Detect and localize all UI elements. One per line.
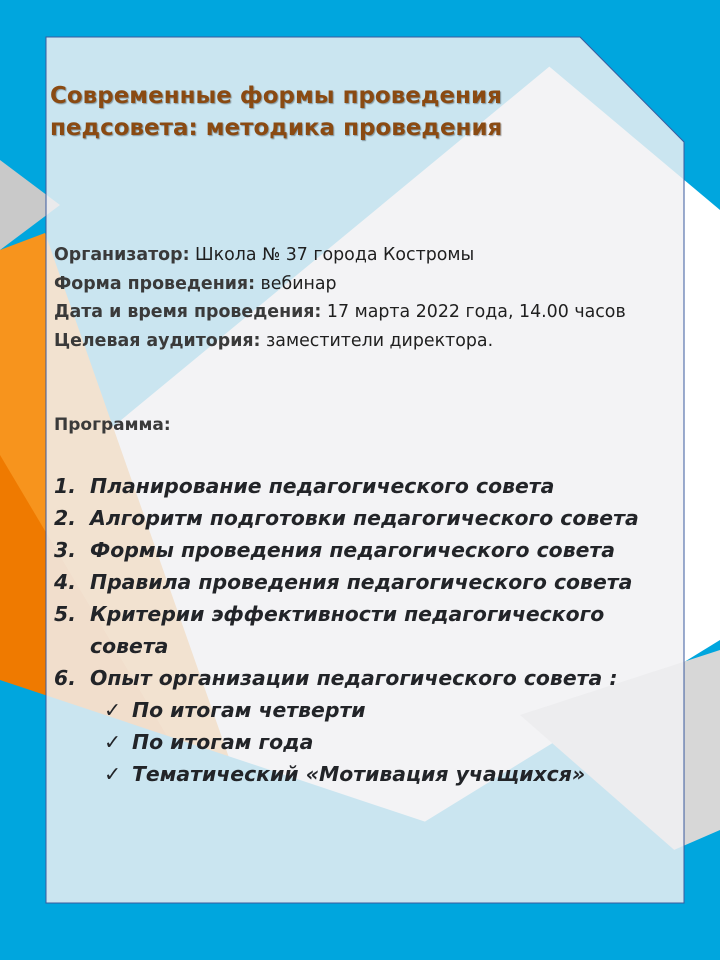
item-text: Критерии эффективности педагогического совета (90, 602, 605, 658)
sub-item (54, 726, 674, 758)
item-text: Опыт организации педагогического совета : (90, 666, 618, 690)
info-organizer (54, 241, 674, 270)
page-title (50, 80, 610, 144)
info-datetime (54, 298, 674, 327)
item-number: 6. (54, 666, 76, 690)
title-line-1: Современные формы проведения (50, 83, 502, 109)
program-heading: Программа: (54, 415, 171, 435)
check-icon: ✓ (104, 762, 122, 786)
check-icon: ✓ (104, 698, 122, 722)
info-value: Школа № 37 города Костромы (189, 245, 475, 265)
info-value: 17 марта 2022 года, 14.00 часов (321, 302, 626, 323)
sub-item-text: По итогам года (132, 730, 314, 754)
sub-list (54, 694, 674, 790)
item-number: 4. (54, 570, 76, 594)
program-item (54, 662, 674, 694)
info-format (54, 270, 674, 299)
sub-item-text: По итогам четверти (132, 698, 366, 722)
sub-item (54, 758, 674, 790)
sub-item-text: Тематический «Мотивация учащихся» (132, 762, 586, 786)
check-icon: ✓ (104, 730, 122, 754)
item-text: Алгоритм подготовки педагогического совета (90, 506, 639, 530)
sub-item (54, 694, 674, 726)
item-text: Правила проведения педагогического совета (90, 570, 633, 594)
program-item (54, 502, 674, 534)
event-info (54, 241, 674, 356)
program-item (54, 598, 674, 662)
item-text: Планирование педагогического совета (90, 474, 555, 498)
program-item (54, 470, 674, 502)
item-text: Формы проведения педагогического совета (90, 538, 615, 562)
item-number: 2. (54, 506, 76, 530)
program-list (54, 470, 674, 694)
item-number: 5. (54, 602, 76, 626)
info-label: Целевая аудитория: (54, 331, 261, 352)
info-audience (54, 327, 674, 356)
info-value: вебинар (255, 273, 337, 294)
item-number: 3. (54, 538, 76, 562)
item-number: 1. (54, 474, 76, 498)
info-label: Организатор: (54, 245, 190, 265)
title-line-2: педсовета: методика проведения (50, 115, 503, 141)
info-label: Дата и время проведения: (54, 302, 322, 323)
program-item (54, 534, 674, 566)
info-value: заместители директора. (260, 331, 494, 352)
info-label: Форма проведения: (54, 273, 256, 294)
program-item (54, 566, 674, 598)
